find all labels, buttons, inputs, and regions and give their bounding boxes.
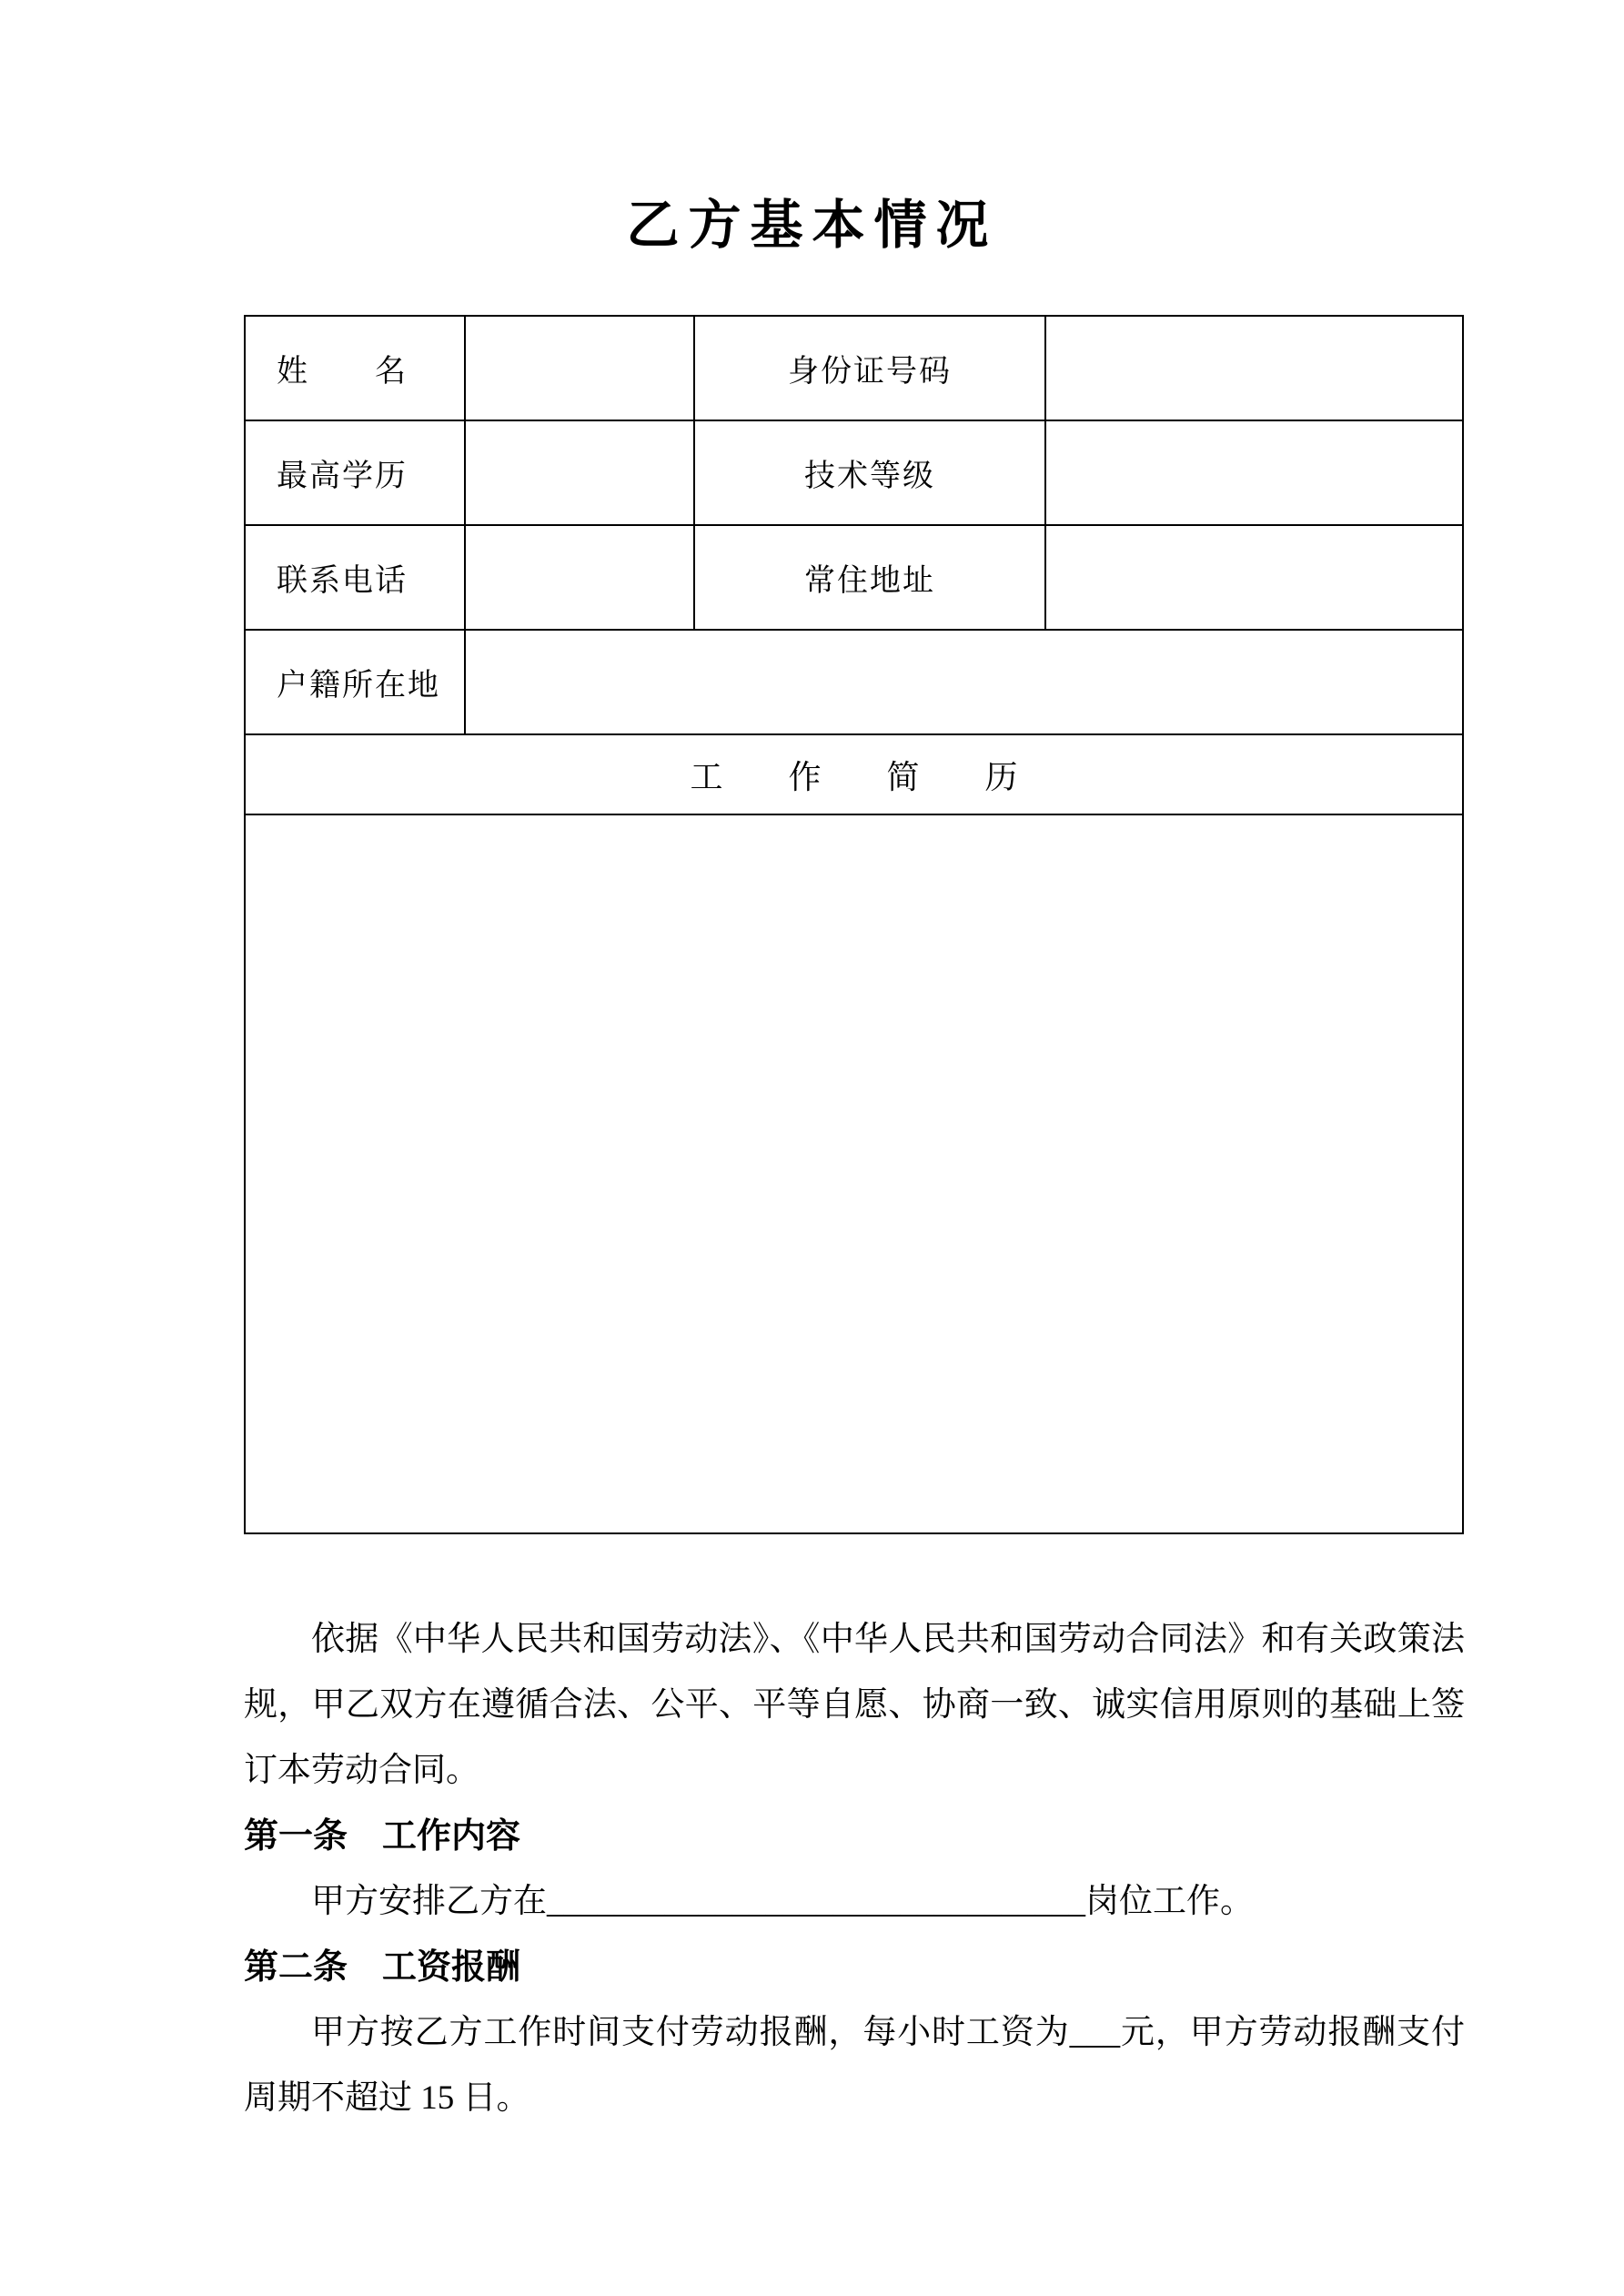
name-value [465, 316, 694, 420]
table-row-resume-body [245, 814, 1463, 1533]
phone-value [465, 525, 694, 630]
table-row-phone [245, 525, 1463, 630]
page-title: 乙方基本情况 [626, 196, 998, 255]
education-value [465, 420, 694, 525]
contract-body [244, 1607, 1465, 2131]
article1-text: 甲方安排乙方在________________________________岗位工作。 [311, 1883, 1254, 1920]
article1-heading: 第一条 工作内容 [244, 1817, 521, 1856]
intro-paragraph: 依据《中华人民共和国劳动法》、《中华人民共和国劳动合同法》和有关政策法规，甲乙双方在遵循合法、公平、平等自愿、协商一致、诚实信用原则的基础上签订本劳动合同。 [244, 1621, 1465, 1789]
phone-label: 联系电话 [245, 525, 465, 630]
household-label: 户籍所在地 [245, 630, 465, 734]
table-row-household [245, 630, 1463, 734]
skill-grade-value [1045, 420, 1463, 525]
resume-content [245, 814, 1463, 1533]
address-value [1045, 525, 1463, 630]
id-number-value [1045, 316, 1463, 420]
basic-info-table [244, 315, 1464, 1534]
address-label: 常住地址 [694, 525, 1045, 630]
table-row-education [245, 420, 1463, 525]
table-row-resume-header [245, 734, 1463, 814]
skill-grade-label: 技术等级 [694, 420, 1045, 525]
resume-header: 工 作 简 历 [245, 734, 1463, 814]
table-row-name [245, 316, 1463, 420]
name-label: 姓 名 [245, 316, 465, 420]
id-number-label: 身份证号码 [694, 316, 1045, 420]
article2-text: 甲方按乙方工作时间支付劳动报酬，每小时工资为___元，甲方劳动报酬支付周期不超过 15 日。 [244, 2014, 1465, 2117]
article2-heading: 第二条 工资报酬 [244, 1948, 521, 1987]
education-label: 最高学历 [245, 420, 465, 525]
household-value [465, 630, 1463, 734]
